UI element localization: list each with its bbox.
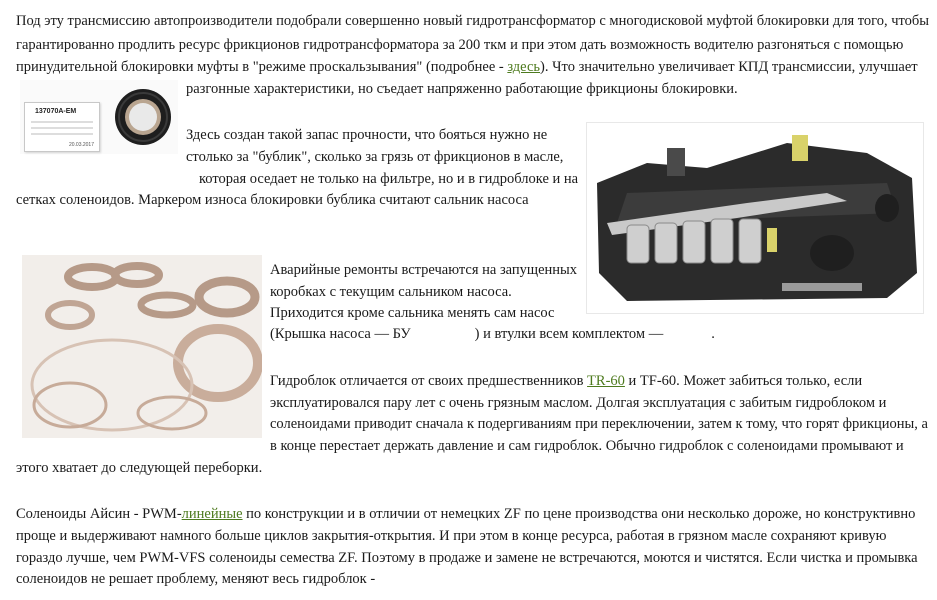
label-line <box>31 121 93 123</box>
valvebody-line-1-text: Гидроблок отличается от своих предшественников <box>270 373 588 389</box>
details-link[interactable]: здесь <box>507 59 541 75</box>
repair-line-4 <box>270 325 715 343</box>
intro-line-2: гарантированно продлить ресурс фрикционов гидротрансформатора за 200 ткм и при этом дать возможность водителю разгоняться с помощью <box>16 37 904 53</box>
repair-line-4-c: . <box>711 326 715 342</box>
valvebody-line-1 <box>270 372 862 390</box>
solenoids-line-4: соленоидов не решает проблему, меняют весь гидроблок - <box>16 571 376 587</box>
repair-line-2: коробках с текущим сальником насоса. <box>270 284 512 300</box>
intro-line-3-text: принудительной блокировки муфты в "режиме проскальзывания" (подробнее - <box>16 59 508 75</box>
pump-seal-image <box>20 80 178 154</box>
solenoids-line-1-tail: по конструкции и в отличии от немецких ZF по цене производства они несколько дороже, но конструктивно <box>242 506 916 522</box>
tr60-link[interactable]: TR-60 <box>587 373 625 389</box>
repair-line-3: Приходится кроме сальника менять сам насос <box>270 305 555 321</box>
solenoids-line-1 <box>16 505 915 523</box>
seal-package-label <box>24 102 100 152</box>
seal-line-4: сетках соленоидов. Маркером износа блокировки бублика считают сальник насоса <box>16 192 529 208</box>
repair-line-4-a: (Крышка насоса — БУ <box>270 326 411 342</box>
repair-line-1: Аварийные ремонты встречаются на запущенных <box>270 262 578 278</box>
oil-seal-icon <box>112 86 174 148</box>
repair-line-4-b: ) и втулки всем комплектом — <box>474 326 664 342</box>
seal-label-date: 20.03.2017 <box>68 142 94 148</box>
valve-body-image <box>586 122 924 314</box>
intro-line-3-tail: ). Что значительно увеличивает КПД трансмиссии, улучшает <box>540 59 918 75</box>
seal-line-3: которая оседает не только на фильтре, но и в гидроблоке и на <box>199 171 579 187</box>
seal-part-number: 137070A-EM <box>35 108 77 115</box>
label-line <box>31 133 93 135</box>
valvebody-line-5: этого хватает до следующей переборки. <box>16 460 263 476</box>
solenoids-line-1-text: Соленоиды Айсин - PWM- <box>16 506 182 522</box>
intro-line-3 <box>16 58 918 76</box>
seal-line-2: столько за "бублик", сколько за грязь от фрикционов в масле, <box>186 149 564 165</box>
valvebody-line-4: в конце перестает держать давление и сам гидроблок. Обычно гидроблок с соленоидами промывают и <box>270 438 904 454</box>
intro-line-1: Под эту трансмиссию автопроизводители подобрали совершенно новый гидротрансформатор с многодисковой муфтой блокировки для того, чтобы <box>16 13 930 29</box>
solenoids-line-3: гораздо лучше, чем PWM-VFS соленоиды семества ZF. Поэтому в продаже и замене не встречаются, моются и чистятся. Если чистка и промывка <box>16 550 918 566</box>
valvebody-line-3: соленоидами приводит сначала к подергиваниям при переключении, затем к тому, что горят фрикционы, а <box>270 416 928 432</box>
linear-link[interactable]: линейные <box>181 506 243 522</box>
seal-line-1: Здесь создан такой запас прочности, что бояться нужно не <box>186 127 548 143</box>
label-line <box>31 127 93 129</box>
valvebody-line-1-tail: и TF-60. Может забиться только, если <box>624 373 863 389</box>
valvebody-line-2: эксплуатировался пару лет с очень грязным маслом. Долгая эксплуатация с забитым гидроблоком и <box>270 395 887 411</box>
solenoids-line-2: проще и выдерживают намного больше циклов закрытия-открытия. И при этом в конце ресурса, работая в грязном масле сохраняют кривую <box>16 528 887 544</box>
intro-line-4: разгонные характеристики, но съедает напряженно работающие фрикционы блокировки. <box>186 81 738 97</box>
bushings-image <box>22 255 262 438</box>
